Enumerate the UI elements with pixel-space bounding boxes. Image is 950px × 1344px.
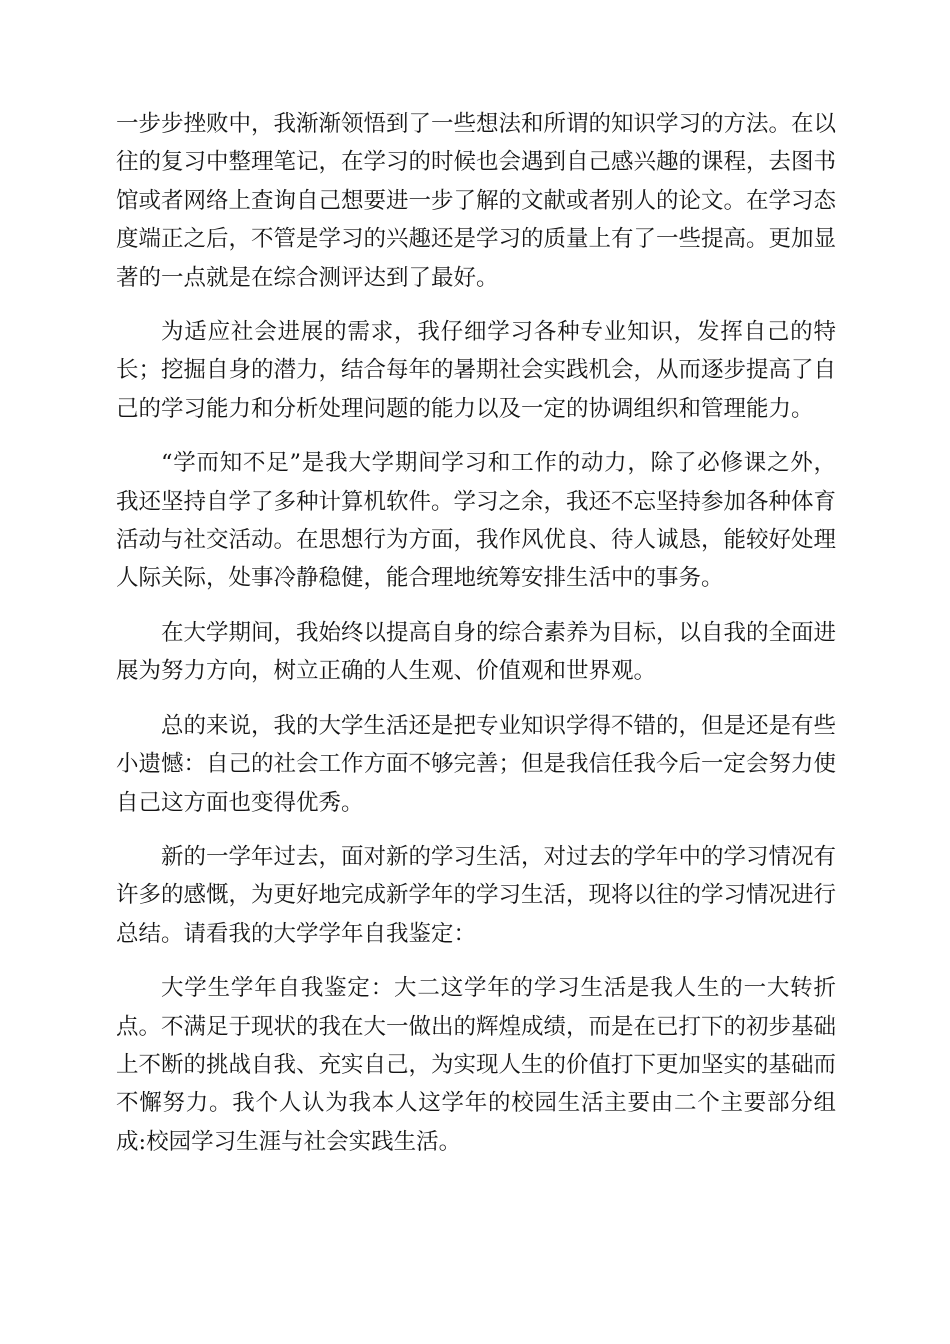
- paragraph-4: 在大学期间，我始终以提高自身的综合素养为目标，以自我的全面进展为努力方向，树立正确的人生观、价值观和世界观。: [116, 619, 837, 685]
- paragraph-5: 总的来说，我的大学生活还是把专业知识学得不错的，但是还是有些小遗憾：自己的社会工作方面不够完善；但是我信任我今后一定会努力使自己这方面也变得优秀。: [116, 712, 837, 816]
- document-body: [116, 105, 836, 1177]
- paragraph-3: “学而知不足”是我大学期间学习和工作的动力，除了必修课之外，我还坚持自学了多种计算机软件。学习之余，我还不忘坚持参加各种体育活动与社交活动。在思想行为方面，我作风优良、待人诚恳，能较好处理人际关际，处事冷静稳健，能合理地统筹安排生活中的事务。: [116, 450, 837, 592]
- paragraph-6: 新的一学年过去，面对新的学习生活，对过去的学年中的学习情况有许多的感慨，为更好地完成新学年的学习生活，现将以往的学习情况进行总结。请看我的大学学年自我鉴定：: [116, 843, 837, 947]
- paragraph-7: 大学生学年自我鉴定：大二这学年的学习生活是我人生的一大转折点。不满足于现状的我在大一做出的辉煌成绩，而是在已打下的初步基础上不断的挑战自我、充实自己，为实现人生的价值打下更加坚实的基础而不懈努力。我个人认为我本人这学年的校园生活主要由二个主要部分组成:校园学习生涯与社会实践生活。: [116, 975, 837, 1155]
- paragraph-2: 为适应社会进展的需求，我仔细学习各种专业知识，发挥自己的特长；挖掘自身的潜力，结合每年的暑期社会实践机会，从而逐步提高了自己的学习能力和分析处理问题的能力以及一定的协调组织和管理能力。: [116, 319, 837, 422]
- paragraph-1: 一步步挫败中，我渐渐领悟到了一些想法和所谓的知识学习的方法。在以往的复习中整理笔记，在学习的时候也会遇到自己感兴趣的课程，去图书馆或者网络上查询自己想要进一步了解的文献或者别人的论文。在学习态度端正之后，不管是学习的兴趣还是学习的质量上有了一些提高。更加显著的一点就是在综合测评达到了最好。: [116, 111, 837, 291]
